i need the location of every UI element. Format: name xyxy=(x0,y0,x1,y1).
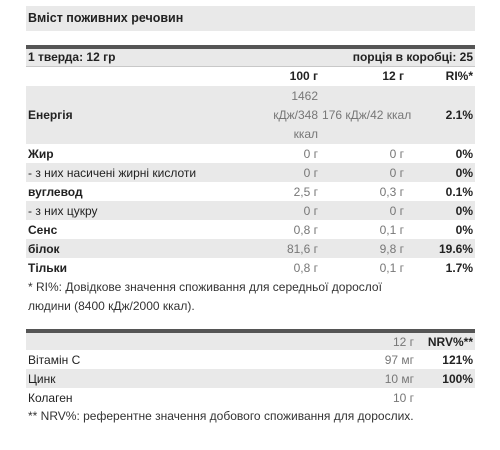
row-ri: 0% xyxy=(418,163,475,182)
row-ri: 1.7% xyxy=(445,260,474,275)
vitamin-label: Колаген xyxy=(28,390,73,405)
servings-per-box: порція в коробці: 25 xyxy=(320,47,475,66)
nutrition-table xyxy=(26,45,475,277)
row-label: - з них насичені жирні кислоти xyxy=(26,163,242,182)
row-100g: 0,8 г xyxy=(293,222,319,237)
vitamin-label: Вітамін C xyxy=(28,352,81,367)
vitamin-nrv: 121% xyxy=(442,352,473,367)
serving-row xyxy=(26,47,475,66)
table-row xyxy=(26,220,475,239)
vitamin-amount: 97 мг xyxy=(384,352,414,367)
vitamins-header-label xyxy=(26,331,276,350)
table-row xyxy=(26,163,475,182)
row-100g: 0 г xyxy=(242,201,320,220)
serving-size: 1 тверда: 12 гр xyxy=(26,47,320,66)
row-label: вуглевод xyxy=(28,184,83,199)
row-100g: 0,8 г xyxy=(293,260,319,275)
row-label: - з них цукру xyxy=(26,201,242,220)
row-label: Тільки xyxy=(28,260,68,275)
vitamin-amount: 10 мг xyxy=(276,369,416,388)
energy-100g-line3: ккал xyxy=(293,127,319,141)
table-row xyxy=(26,369,475,388)
ri-footnote xyxy=(26,278,475,316)
row-ri: 0.1% xyxy=(445,184,474,199)
row-100g: 0 г xyxy=(303,146,319,161)
vitamin-nrv xyxy=(416,388,475,407)
row-100g: 2,5 г xyxy=(293,184,319,199)
row-100g: 81,6 г xyxy=(242,239,320,258)
row-ri: 19.6% xyxy=(418,239,475,258)
row-ri: 0% xyxy=(455,146,474,161)
table-row xyxy=(26,258,475,277)
energy-100g xyxy=(242,86,320,144)
vitamins-table xyxy=(26,329,475,407)
ri-footnote-line1: * RI%: Довідкове значення споживання для середньої дорослої xyxy=(28,280,382,294)
table-row xyxy=(26,388,475,407)
vitamin-amount: 10 г xyxy=(392,390,414,405)
row-12g: 0 г xyxy=(320,163,418,182)
energy-ri: 2.1% xyxy=(418,86,475,144)
row-label: Сенс xyxy=(28,222,58,237)
row-label: білок xyxy=(26,239,242,258)
header-ri: RI%* xyxy=(445,69,474,84)
row-12g: 0,1 г xyxy=(379,222,405,237)
row-12g: 0,3 г xyxy=(379,184,405,199)
row-ri: 0% xyxy=(418,201,475,220)
table-row xyxy=(26,182,475,201)
nrv-footnote: ** NRV%: референтне значення добового споживання для дорослих. xyxy=(28,409,414,423)
header-12g: 12 г xyxy=(382,69,405,84)
row-12g: 0 г xyxy=(320,201,418,220)
energy-row xyxy=(26,86,475,144)
vitamin-label: Цинк xyxy=(26,369,276,388)
energy-12g: 176 кДж/42 ккал xyxy=(320,86,418,144)
energy-100g-line2: кДж/348 xyxy=(273,108,319,122)
nutrition-header-row xyxy=(26,66,475,86)
row-12g: 0,1 г xyxy=(379,260,405,275)
table-row xyxy=(26,144,475,163)
energy-100g-line1: 1462 xyxy=(291,89,319,103)
vitamin-nrv: 100% xyxy=(416,369,475,388)
vitamins-header-row xyxy=(26,331,475,350)
table-row xyxy=(26,350,475,369)
row-label: Жир xyxy=(28,146,54,161)
header-100g: 100 г xyxy=(289,69,319,84)
row-12g: 0 г xyxy=(389,146,405,161)
row-100g: 0 г xyxy=(242,163,320,182)
ri-footnote-line2: людини (8400 кДж/2000 ккал). xyxy=(28,299,195,313)
row-12g: 9,8 г xyxy=(320,239,418,258)
header-label xyxy=(26,66,242,86)
vitamins-header-amount: 12 г xyxy=(276,331,416,350)
energy-label: Енергія xyxy=(26,86,242,144)
row-ri: 0% xyxy=(455,222,474,237)
section-title: Вміст поживних речовин xyxy=(26,6,475,31)
table-row xyxy=(26,239,475,258)
table-row xyxy=(26,201,475,220)
vitamins-header-nrv: NRV%** xyxy=(416,331,475,350)
